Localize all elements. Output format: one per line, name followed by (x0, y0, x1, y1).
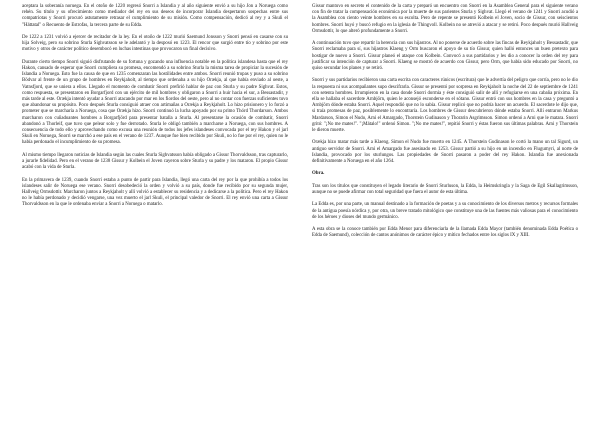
paragraph: Orækja hizo matar más tarde a Klaeng. Simon el Nudo fue muerto en 1245. A Thorstein Gudinason le cortó la mano un tal Sigurd, un antiguo servidor de Snorri. Arni el Amargado fue asesinado en 1253. Gissur partió a su hijo en un incendio en Flugumyri, al norte de Islandia, provocado por los sturlungos. Las propiedades de Snorri pasaron a poder del rey Hakon. Islandia fue anexionada definitivamente a Noruega en el año 1264. (312, 140, 578, 165)
paragraph: Gissur mantuvo en secreto el contenido de la carta y preparó un encuentro con Snorri en la Asamblea General para el siguiente verano con fin de tratar la compensación económica por la muerte de sus parientes Sturla y Sighvat. Llegó el verano de 1241 y Snorri acudió a la Asamblea con ciento veinte hombres en su escolta. Pero de repente se presentó Kolbein el Joven, socio de Gissur, con seiscientos hombres. Snorri huyó y buscó refugio en la iglesia de Thingvoll. Kolbein no se atrevió a atacar y se retiró. Poco después murió Hallveig Ormsdottir, lo que alteró profundamente a Snorri. (312, 4, 578, 34)
paragraph: Tras son los títulos que constituyen el legado literario de Snorri Sturluson, la Edda, la Heimskringla y la Saga de Egil Skallagrimsson, aunque no se puede afirmar con total seguridad que fuera el autor de esta última. (312, 183, 578, 196)
paragraph: Snorri y sus partidarios recibieron una carta escrita con caracteres rúnicos (escritura) que le advertía del peligro que corría, pero no le dio la respuesta ni sus acompañantes supo descifrarla. Gissur se presentó por sorpresa en Reykjaholt la noche del 22 de septiembre de 1241 con setenta hombres. Irrumpieron en la casa donde Snorri dormía y éste consiguió salir de allí y refugiarse en una cabaña próxima. En ella se hallaba el sacerdote Arnbjörn, quien le aconsejó esconderse en el sótano. Gissur entró con sus hombres en la casa y preguntó a Arnbjörn dónde estaba Snorri. Aquel respondió que no lo sabía. Gissur replicó que no podría hacer un acuerdo. El sacerdote le dijo que, si traía promesas de paz, posiblemente lo encontraría. Los hombres de Gissur descubrieron dónde estaba Snorri. Allí entraron Markus Mardarson, Simon el Nudo, Arni el Amargado, Thorstein Gudinason y Thorarin Asgrimsson. Simon ordenó a Arni que le matara. Snorri gritó: "¡No me mates!". "¡Mátalo!" ordenó Simon. "¡No me mates!", repitió Snorri y éstas fueron sus últimas palabras. Arni y Thorstein le dieron muerte. (312, 78, 578, 134)
paragraph: En la primavera de 1239, cuando Snorri estaba a punto de partir para Islandia, llegó una carta del rey por la que prohibía a todos los islandeses salir de Noruega ese verano. Snorri desobedeció la orden y volvió a su país, donde fue recibido por su segunda mujer, Hallveig Ormsdottir. Marcharon juntos a Reykjaholt y allí volvió a establecer su residencia y a dedicarse a la política. Pero el rey Hakon no le había perdonado y decidió vengarse, una vez muerto el jarl Skuli, el principal valedor de Snorri. El rey envió una carta a Gissur Thorvaldsson en la que le ordenaba enviar a Snorri a Noruega o matarlo. (22, 177, 288, 208)
paragraph: A continuación tuvo que repartir la herencia con sus hijastros. Al no ponerse de acuerdo sobre las fincas de Reykjaholt y Bessastadir, que Snorri reclamaba para sí, sus hijastros Klaeng y Orm buscaron el apoyo de su tío Gissur, quien halló entonces un buen pretexto para hostigar de nuevo a Snorri. Gissur planeó el ataque con Kolbein. Convocó a sus partidarios y les dio a conocer la orden del rey para justificar su intención de capturar a Snorri. Klaeng se mostró de acuerdo con Gissur, pero Orm, que había sido educado por Snorri, no quiso secundar los planes y se retiró. (312, 41, 578, 72)
paragraph: La Edda es, por una parte, un manual destinado a la formación de poetas y a su conocimiento de los diversos metros y recursos formales de la antigua poesía nórdica y, por otra, un breve tratado mitológico que constituye una de las fuentes más valiosas para el conocimiento de los héroes y dioses del mundo germánico. (312, 202, 578, 220)
paragraph: aceptara la soberanía noruega. En el otoño de 1220 regresó Snorri a Islandia y al año siguiente envió a su hijo Jon a Noruega como rehén. Su título y su ofrecimiento como mediador del rey en sus deseos de incorporar Islandia despertaron sospechas entre sus compatriotas y Snorri procuró astutamente retrasar el cumplimiento de su misión. Como compensación, dedicó al rey y a Skuli el "Háttatal" o Recuento de Estrofas, la tercera parte de su Edda. (22, 4, 288, 28)
paragraph: De 1222 a 1231 volvió a ejercer de recitador de la ley. En el otoño de 1222 murió Saemund Jonsson y Snorri pensó en casarse con su hija Solveig, pero su sobrino Sturla Sighvatsson se le adelantó y la desposó en 1223. El rencor que surgió entre tío y sobrino por este motivo y otros de carácter político desembocó en luchas intestinas que provocaron un final decisivo. (22, 35, 288, 53)
paragraph: A esta obra se la conoce también por Edda Menor para diferenciarla de la llamada Edda Mayor (también denominada Edda Poética o Edda de Saemund), colección de cantos anónimos de carácter épico y mítico fechados entre los siglos IX y XIII. (312, 227, 578, 239)
paragraph: Al mismo tiempo llegaron noticias de Islandia según las cuales Sturla Sighvatsson había obligado a Gissur Thorvaldsson, tras capturarlo, a jurarle fidelidad. Pero en el verano de 1238 Gissur y Kolbein el Joven cayeron sobre Sturla y su padre y los mataron. El propio Gissur acabó con la vida de Sturla. (22, 152, 288, 171)
paragraph: Durante cierto tiempo Snorri siguió disfrutando de su fortuna y gozando una influencia notable en la política islandesa hasta que el rey Hakon, cansado de esperar que Snorri cumpliera su promesa, encomendó a su sobrino Sturla la misma tarea de propiciar la sucesión de Islandia a Noruega. Esto fue la causa de que en 1235 comenzaran las hostilidades entre ambos. Snorri reunió tropas y puso a su sobrino Bödvar al frente de un grupo de hombres en Reykjaholt, al tiempo que ordenaba a su hijo Orækja, al que había enviado al oeste, a Vatnsfjord, que se uniera a ellos. Llegado el momento de combatir Snorri prefirió hablar de paz con Sturla y su padre Sighvat. Estos, como respuesta, se presentaron en Borgarfjord con un ejército de mil hombres y obligaron a Snorri a huir hacia el sur, a Bessastadir, y más tarde al este. Orækja intentó ayudar a Snorri atacando por mar en los fiordos del oeste, pero al no contar con fuerzas suficientes tuvo que abandonar su propósito. Poco después Sturla consiguió atraer con artimañas a Orækja a Reykjaholt. Lo hizo prisionero y lo forzó a prometer que se marcharía a Noruega, cosa que Orækja hizo. Snorri continuó la lucha apoyado por su primo Thórd Thordarson. Ambos marcharon con cuñadoantes hombres a Borgarfjörd para presentar batalla a Sturla. Al presentarse la ocasión de combatir, Snorri abandonó a Thorleif, que tuvo que pelear solo y fue derrotado. Sturla le obligó también a marcharse a Noruega, con sus hombres. A consecuencia de todo ello y aprovechando como excusa una reunión de todos los jefes islandeses convocada por el rey Hakon y el jarl Skuli en Noruega, Snorri se marchó a ese país en el verano de 1237. Aunque fue bien recibido por Skuli, no lo fue por el rey, quien no le había perdonado el incumplimiento de su promesa. (22, 59, 288, 146)
right-column (312, 4, 578, 424)
section-heading-obra: Obra. (312, 171, 325, 177)
left-column (22, 4, 288, 424)
